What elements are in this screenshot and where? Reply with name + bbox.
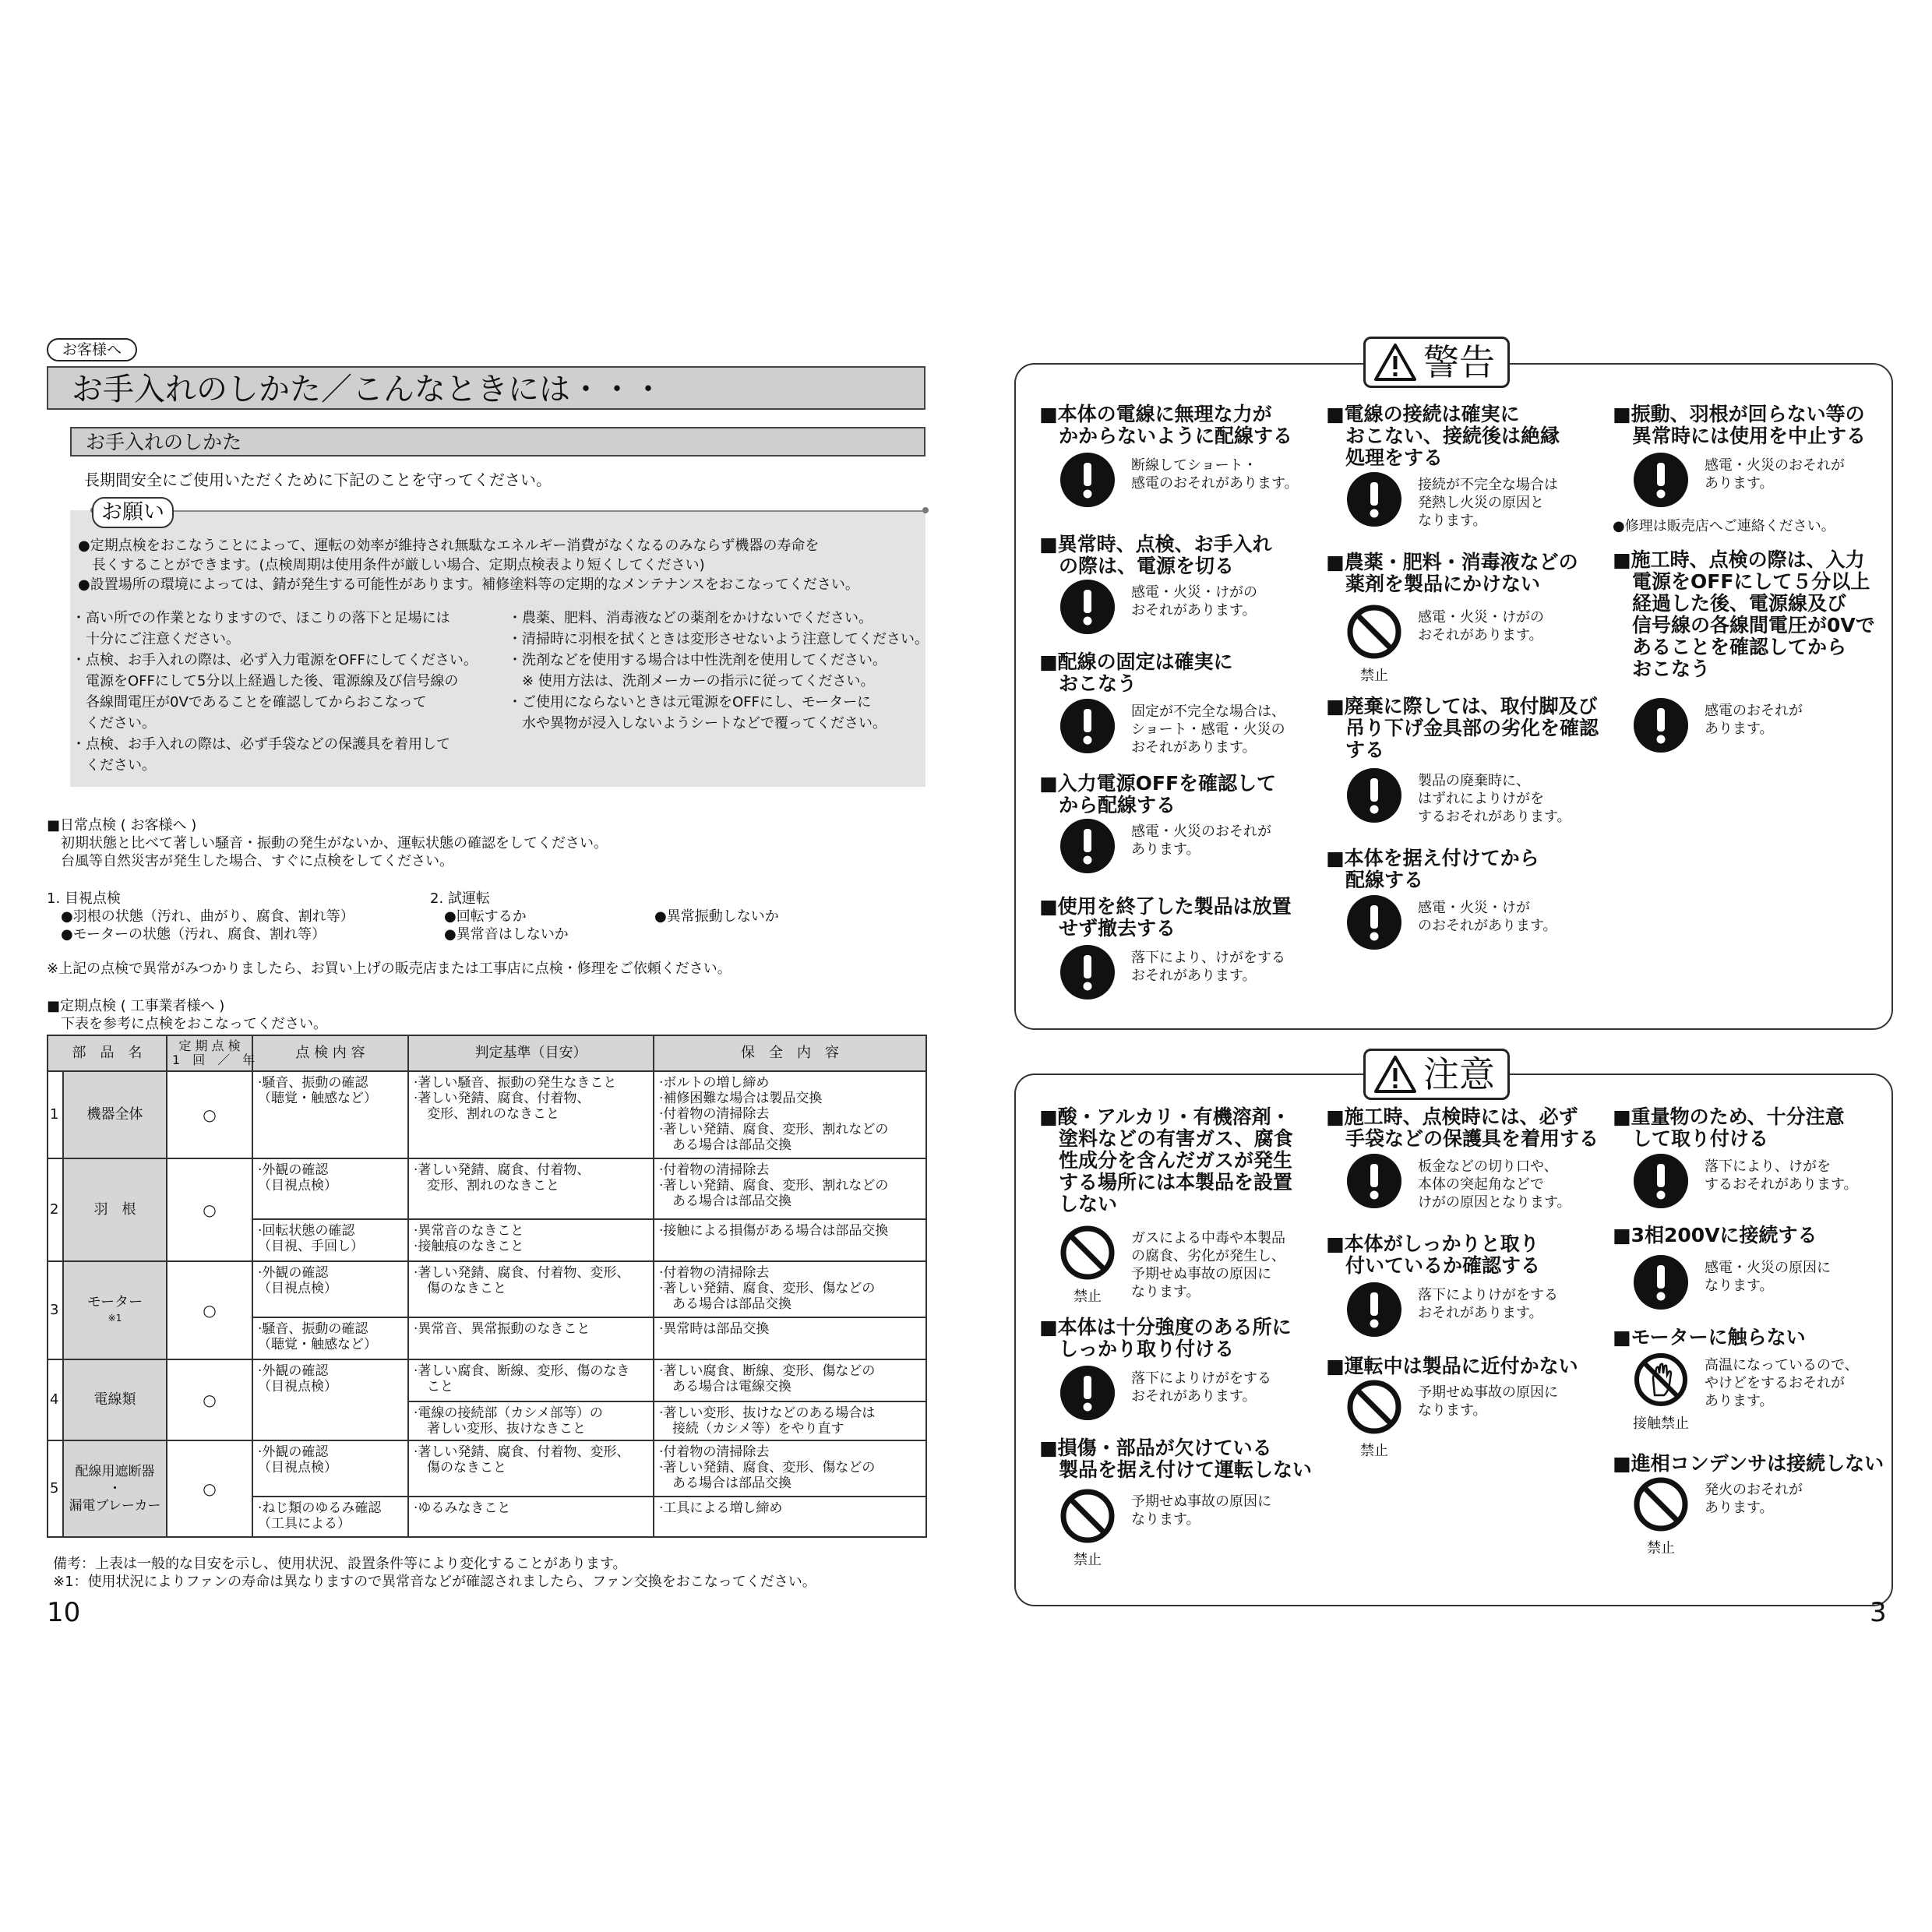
maintenance: ·ボルトの増し締め ·補修困難な場合は製品交換 ·付着物の清掃除去 ·著しい発錆、腐食、変形、割れなどの ある場合は部品交換 [654,1071,926,1158]
mandatory-action-icon [1059,1365,1116,1424]
icon-label: 禁止 [1360,1443,1388,1459]
caution-item-desc: 落下により、けがを するおそれがあります。 [1705,1158,1858,1193]
caution-item-title: ■施工時、点検時には、必ず 手袋などの保護具を着用する [1326,1105,1599,1150]
caution-item-desc: 予期せぬ事故の原因に なります。 [1131,1493,1271,1528]
caution-item-title: ■酸・アルカリ・有機溶剤・ 塗料などの有害ガス、腐食 性成分を含んだガスが発生 する場所には本製品を設置 しない [1039,1105,1293,1215]
warning-item-desc: 感電・火災・けが のおそれがあります。 [1418,900,1557,934]
maintenance: ·付着物の清掃除去 ·著しい発錆、腐食、変形、割れなどの ある場合は部品交換 [654,1158,926,1219]
request-bullet: ●設置場所の環境によっては、錆が発生する可能性があります。補修塗料等の定期的なメンテナンスをおこなってください。 [78,576,859,593]
mandatory-action-icon [1346,894,1402,954]
warning-item-title: ■異常時、点検、お手入れ の際は、電源を切る [1039,533,1272,577]
part-name [63,1261,167,1359]
caution-item-desc: ガスによる中毒や本製品 の腐食、劣化が発生し、 予期せぬ事故の原因に なります。 [1131,1230,1285,1300]
daily-inspection: ■日常点検 ( お客様へ ) 初期状態と比べて著しい騒音・振動の発生がないか、運転状態の確認をしてください。 台風等自然災害が発生した場合、すぐに点検をしてください。 [47,817,608,869]
mandatory-action-icon [1633,452,1689,511]
mandatory-action-icon [1633,1254,1689,1313]
warning-item-desc: 製品の廃棄時に、 はずれによりけがを するおそれがあります。 [1418,773,1571,825]
period-mark: ○ [167,1158,252,1261]
warning-item-desc: 感電・火災のおそれが あります。 [1131,823,1271,858]
repair-note: ●修理は販売店へご連絡ください。 [1613,518,1835,534]
row-number: 4 [48,1359,63,1440]
table-header-row [48,1035,926,1071]
part-footnote-mark: ※1 [108,1313,122,1324]
warning-item-title: ■使用を終了した製品は放置 せず撤去する [1039,895,1292,940]
caution-item-title: ■3相200Vに接続する [1613,1224,1817,1246]
check-content: ·ねじ類のゆるみ確認 （工具による） [252,1497,408,1537]
row-number: 1 [48,1071,63,1158]
check-content: ·騒音、振動の確認 （聴覚・触感など） [252,1317,408,1359]
maintenance: ·著しい変形、抜けなどのある場合は 接続（カシメ等）をやり直す [654,1401,926,1440]
check-content: ·回転状態の確認 （目視、手回し） [252,1219,408,1261]
period-mark: ○ [167,1440,252,1537]
periodic-inspection: ■定期点検 ( 工事業者様へ ) 下表を参考に点検をおこなってください。 [47,998,327,1032]
maintenance: ·付着物の清掃除去 ·著しい発錆、腐食、変形、傷などの ある場合は部品交換 [654,1440,926,1497]
part-name-text: モーター [86,1294,143,1310]
criteria: ·異常音、異常振動のなきこと [408,1317,654,1359]
check-content: ·騒音、振動の確認 （聴覚・触感など） [252,1071,408,1158]
prohibition-icon [1346,604,1402,663]
icon-label: 接触禁止 [1633,1416,1689,1432]
criteria: ·電線の接続部（カシメ部等）の 著しい変形、抜けなきこと [408,1401,654,1440]
icon-label: 禁止 [1360,668,1388,684]
mandatory-action-icon [1346,471,1402,531]
caution-header-text: 注意 [1423,1053,1495,1095]
request-left-list: ・高い所での作業となりますので、ほこりの落下と足場には 十分にご注意ください。 ・点検、お手入れの際は、必ず入力電源をOFFにしてください。 電源をOFFにして5分以上経過した後、電源線及び信号線の 各線間電圧が0Vであることを確認してからおこなって ください。 ・点検、お手入れの際は、必ず手袋などの保護具を着用して ください。 [72,610,478,774]
divider-dot [922,507,929,513]
caution-item-title: ■重量物のため、十分注意 して取り付ける [1613,1105,1845,1150]
table-row [48,1071,926,1158]
warning-header-text: 警告 [1423,341,1495,383]
warning-item-title: ■本体を据え付けてから 配線する [1326,847,1539,891]
criteria: ·著しい発錆、腐食、付着物、変形、 傷のなきこと [408,1440,654,1497]
col-header-check: 点 検 内 容 [252,1035,408,1071]
caution-item-desc: 落下によりけがをする おそれがあります。 [1131,1370,1271,1405]
warning-item-desc: 感電・火災のおそれが あります。 [1705,457,1845,492]
row-number: 2 [48,1158,63,1261]
mandatory-action-icon [1059,944,1116,1003]
maintenance: ·接触による損傷がある場合は部品交換 [654,1219,926,1261]
intro-text: 長期間安全にご使用いただくために下記のことを守ってください。 [84,471,552,489]
criteria: ·著しい腐食、断線、変形、傷のなき こと [408,1359,654,1401]
criteria: ·著しい発錆、腐食、付着物、変形、 傷のなきこと [408,1261,654,1317]
caution-item-desc: 予期せぬ事故の原因に なります。 [1418,1384,1558,1419]
section-title: お手入れのしかた [70,427,925,457]
mandatory-action-icon [1059,452,1116,511]
warning-item-title: ■本体の電線に無理な力が かからないように配線する [1039,403,1293,447]
request-divider [93,510,925,512]
table-row [48,1440,926,1497]
warning-header [1363,337,1510,388]
mandatory-action-icon [1059,698,1116,757]
page-number-right: 3 [1870,1597,1887,1628]
table-row [48,1158,926,1219]
part-name: 電線類 [63,1359,167,1440]
warning-item-desc: 断線してショート・ 感電のおそれがあります。 [1131,457,1299,492]
warning-item-desc: 感電・火災・けがの おそれがあります。 [1131,584,1257,619]
abnormal-note: ※上記の点検で異常がみつかりましたら、お買い上げの販売店または工事店に点検・修理をご依頼ください。 [47,961,732,977]
warning-item-title: ■施工時、点検の際は、入力 電源をOFFにして５分以上 経過した後、電源線及び 信号線の各線間電圧が0Vで あることを確認してから おこなう [1613,548,1875,680]
trial-run: 2. 試運転 ●回転するか ●異常音はしないか [430,890,569,943]
caution-header [1363,1049,1510,1100]
inspection-table [47,1035,927,1538]
check-content: ·外観の確認 （目視点検） [252,1158,408,1219]
col-header-criteria: 判定基準（目安） [408,1035,654,1071]
table-footnote: 備考：上表は一般的な目安を示し、使用状況、設置条件等により変化することがあります。 ※1：使用状況によりファンの寿命は異なりますので異常音などが確認されましたら、ファン交換をおこなってください。 [53,1556,816,1590]
no-touch-icon [1633,1352,1689,1411]
period-mark: ○ [167,1359,252,1440]
table-row [48,1261,926,1317]
mandatory-action-icon [1059,579,1116,638]
caution-item-title: ■損傷・部品が欠けている 製品を据え付けて運転しない [1039,1437,1313,1481]
period-mark: ○ [167,1071,252,1158]
warning-item-title: ■廃棄に際しては、取付脚及び 吊り下げ金具部の劣化を確認 する [1326,695,1599,761]
criteria: ·ゆるみなきこと [408,1497,654,1537]
visual-inspection: 1. 目視点検 ●羽根の状態（汚れ、曲がり、腐食、割れ等） ●モーターの状態（汚れ、腐食、割れ等） [47,890,354,943]
warning-item-title: ■電線の接続は確実に おこない、接続後は絶縁 処理をする [1326,403,1560,469]
prohibition-icon [1059,1225,1116,1284]
warning-item-desc: 感電のおそれが あります。 [1705,703,1803,737]
caution-item-title: ■モーターに触らない [1613,1326,1806,1349]
maintenance: ·異常時は部品交換 [654,1317,926,1359]
criteria: ·著しい発錆、腐食、付着物、 変形、割れのなきこと [408,1158,654,1219]
mandatory-action-icon [1633,1153,1689,1212]
prohibition-icon [1346,1379,1402,1438]
part-name: 羽 根 [63,1158,167,1261]
caution-item-desc: 感電・火災の原因に なります。 [1705,1260,1831,1294]
icon-label: 禁止 [1074,1552,1102,1568]
check-content: ·外観の確認 （目視点検） [252,1359,408,1440]
row-number: 3 [48,1261,63,1359]
col-header-part: 部 品 名 [48,1035,167,1071]
icon-label: 禁止 [1647,1540,1675,1557]
mandatory-action-icon [1346,1282,1402,1341]
caution-item-desc: 高温になっているので、 やけどをするおそれが あります。 [1705,1357,1859,1409]
maintenance: ·付着物の清掃除去 ·著しい発錆、腐食、変形、傷などの ある場合は部品交換 [654,1261,926,1317]
caution-item-desc: 発火のおそれが あります。 [1705,1482,1803,1516]
page-number-left: 10 [47,1597,81,1628]
maintenance: ·著しい腐食、断線、変形、傷などの ある場合は電線交換 [654,1359,926,1401]
caution-item-title: ■本体は十分強度のある所に しっかり取り付ける [1039,1316,1292,1360]
mandatory-action-icon [1059,818,1116,877]
part-name: 配線用遮断器 ・ 漏電ブレーカー [63,1440,167,1537]
request-right-list: ・農薬、肥料、消毒液などの薬剤をかけないでください。 ・清掃時に羽根を拭くときは変形させないよう注意してください。 ・洗剤などを使用する場合は中性洗剤を使用してください。 ※ 使用方法は、洗剤メーカーの指示に従ってください。 ・ご使用にならないときは元電源をOFFにし、モーターに 水や異物が浸入しないようシートなどで覆ってください。 [508,610,929,732]
icon-label: 禁止 [1074,1289,1102,1305]
page-title: お手入れのしかた／こんなときには・・・ [47,366,925,410]
caution-item-title: ■本体がしっかりと取り 付いているか確認する [1326,1232,1541,1277]
row-number: 5 [48,1440,63,1537]
check-content: ·外観の確認 （目視点検） [252,1261,408,1317]
caution-item-title: ■運転中は製品に近付かない [1326,1355,1578,1377]
mandatory-action-icon [1633,697,1689,756]
warning-item-title: ■入力電源OFFを確認して から配線する [1039,772,1277,816]
criteria: ·異常音のなきこと ·接触痕のなきこと [408,1219,654,1261]
caution-item-title: ■進相コンデンサは接続しない [1613,1452,1884,1475]
mandatory-action-icon [1346,1153,1402,1212]
warning-item-desc: 接続が不完全な場合は 発熱し火災の原因と なります。 [1418,477,1558,529]
col-header-period: 定 期 点 検 1 回 ／ 年 [167,1035,252,1071]
request-bullet: ●定期点検をおこなうことによって、運転の効率が維持され無駄なエネルギー消費がなくなるのみならず機器の寿命を 長くすることができます。(点検周期は使用条件が厳しい場合、定期点検表より短くしてください) [78,538,820,573]
warning-triangle-icon [1373,343,1417,382]
mandatory-action-icon [1346,767,1402,827]
period-mark: ○ [167,1261,252,1359]
warning-item-title: ■振動、羽根が回らない等の 異常時には使用を中止する [1613,403,1867,447]
request-label: お願い [92,497,174,528]
part-name: 機器全体 [63,1071,167,1158]
customer-tag: お客様へ [47,338,137,361]
maintenance: ·工具による増し締め [654,1497,926,1537]
criteria: ·著しい騒音、振動の発生なきこと ·著しい発錆、腐食、付着物、 変形、割れのなきこと [408,1071,654,1158]
check-content: ·外観の確認 （目視点検） [252,1440,408,1497]
warning-item-title: ■配線の固定は確実に おこなう [1039,650,1233,695]
table-row [48,1359,926,1401]
caution-triangle-icon [1373,1055,1417,1094]
warning-item-desc: 感電・火災・けがの おそれがあります。 [1418,609,1544,643]
warning-item-desc: 固定が不完全な場合は、 ショート・感電・火災の おそれがあります。 [1131,703,1285,756]
warning-item-title: ■農薬・肥料・消毒液などの 薬剤を製品にかけない [1326,551,1578,595]
col-header-action: 保 全 内 容 [654,1035,926,1071]
caution-item-desc: 落下によりけがをする おそれがあります。 [1418,1287,1558,1321]
prohibition-icon [1059,1488,1116,1547]
trial-run-extra: ●異常振動しないか [654,908,779,925]
prohibition-icon [1633,1476,1689,1535]
caution-item-desc: 板金などの切り口や、 本体の突起角などで けがの原因となります。 [1418,1158,1571,1211]
warning-item-desc: 落下により、けがをする おそれがあります。 [1131,950,1285,984]
